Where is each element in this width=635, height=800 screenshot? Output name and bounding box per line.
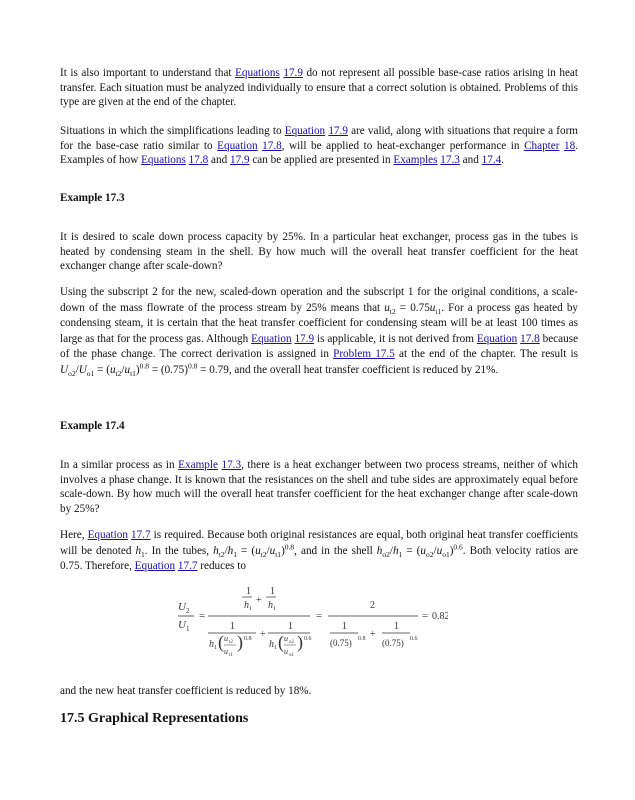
link-equation[interactable]: Equation — [251, 332, 292, 345]
link-17-9[interactable]: 17.9 — [294, 332, 315, 345]
link-equation[interactable]: Equation — [476, 332, 518, 345]
example-17-3-problem: It is desired to scale down process capacity by 25%. In a particular heat exchanger, process gas in the tubes is heated by condensing steam in the shell. By how much will the overall heat transfer coefficient for the heat exchanger change after scale-down? — [60, 231, 578, 273]
svg-text:t2: t2 — [229, 640, 233, 645]
svg-text:(0.75): (0.75) — [330, 638, 352, 648]
eq-result: 0.82 — [432, 611, 448, 622]
example-17-3-heading: Example 17.3 — [60, 192, 125, 204]
link-equation[interactable]: Equation — [217, 139, 258, 152]
paragraph-situations: Situations in which the simplifications leading to Equation 17.9 are valid, along with situations that require a form for the base-case ratio similar to Equation 17.8, will be applied to heat-exchanger performance in Chapter 18. Examples of how Equations 17.8 and 17.9 can be applied are presented in Examples 17.3 and 17.4. — [60, 125, 579, 167]
link-examples[interactable]: Examples — [393, 154, 438, 167]
svg-text:o2: o2 — [289, 640, 294, 645]
svg-text:+: + — [260, 629, 266, 640]
svg-text:u: u — [224, 634, 228, 643]
svg-text:(: ( — [218, 632, 224, 652]
link-17-9[interactable]: 17.9 — [229, 154, 250, 167]
link-equations[interactable]: Equations — [141, 154, 186, 167]
svg-text:=: = — [199, 610, 206, 622]
svg-text:u: u — [284, 634, 288, 643]
paragraph-intro: It is also important to understand that Equations 17.9 do not represent all possible base-case ratios arising in heat transfer. Each situation must be analyzed individually to ensure that a correct solution is obtained. Problems of this type are given at the end of the chapter. — [60, 67, 579, 109]
link-17-3[interactable]: 17.3 — [440, 154, 460, 167]
link-equations[interactable]: Equations — [235, 67, 280, 79]
svg-text:): ) — [237, 632, 243, 652]
example-17-4-problem: In a similar process as in Example 17.3, there is a heat exchanger between two process streams, neither of which involves a phase change. It is known that the resistances on the shell and tube sides are approximately equal before scale-down. By how much will the overall heat transfer coefficient for the heat exchanger change after scale-down by 25%? — [60, 459, 579, 515]
svg-text:u: u — [284, 647, 288, 656]
link-17-8[interactable]: 17.8 — [520, 332, 540, 345]
example-17-3-solution: Using the subscript 2 for the new, scaled-down operation and the subscript 1 for the original conditions, a scale-down of the mass flowrate of the process stream by 25% means that $u_{t2} = 0.75u_{t1}$. For a process gas heated by condensing steam, it is certain that the heat transfer coefficient for condensing steam will be at least 100 times as large as that for the process gas. Although Equation 17.9 is applicable, it is not derived from Equation 17.8 because of the phase change. The correct derivation is assigned in Problem 17.5 at the end of the chapter. The result is $U_{o2}/U_{o1} = (u_{t2}/u_{t1})^{0.8} = (0.75)^{0.8} = 0.79$, and the overall heat transfer coefficient is reduced by 21%. — [60, 286, 579, 379]
svg-text:1: 1 — [214, 645, 217, 651]
link-17-7[interactable]: 17.7 — [177, 560, 198, 573]
svg-text:1: 1 — [246, 586, 251, 597]
svg-text:t1: t1 — [229, 653, 233, 658]
svg-text:(: ( — [278, 632, 284, 652]
link-17-3[interactable]: 17.3 — [221, 459, 242, 471]
link-17-8[interactable]: 17.8 — [188, 154, 209, 167]
link-problem-17-5[interactable]: Problem 17.5 — [333, 348, 395, 361]
svg-text:+: + — [256, 595, 262, 606]
svg-text:1: 1 — [186, 625, 190, 633]
svg-text:0.6: 0.6 — [410, 636, 418, 642]
section-17-5-heading: 17.5 Graphical Representations — [60, 711, 249, 726]
svg-text:0.8: 0.8 — [358, 636, 366, 642]
svg-text:h: h — [269, 639, 274, 650]
svg-text:+: + — [370, 629, 376, 640]
link-equation[interactable]: Equation — [134, 560, 176, 573]
example-17-4-solution: Here, Equation 17.7 is required. Because both original resistances are equal, both original heat transfer coefficients will be denoted $h_1$. In the tubes, $h_{t2}/h_1 = (u_{t2}/u_{t1})^{0.8}$, and in the shell $h_{o2}/h_1 = (u_{o2}/u_{o1})^{0.6}$. Both velocity ratios are 0.75. Therefore, Equation 17.7 reduces to — [60, 529, 578, 573]
svg-text:1: 1 — [274, 645, 277, 651]
svg-text:1: 1 — [342, 621, 347, 632]
equation-block — [178, 584, 448, 660]
svg-text:u: u — [224, 647, 228, 656]
link-equation[interactable]: Equation — [284, 125, 326, 137]
svg-text:2: 2 — [370, 600, 375, 611]
link-17-7[interactable]: 17.7 — [131, 529, 151, 541]
svg-text:h: h — [209, 639, 214, 650]
svg-text:(0.75): (0.75) — [382, 638, 404, 648]
svg-text:1: 1 — [273, 606, 276, 612]
link-example[interactable]: Example — [178, 459, 218, 471]
link-17-4[interactable]: 17.4 — [481, 154, 502, 167]
svg-text:1: 1 — [230, 621, 235, 632]
svg-text:0.8: 0.8 — [244, 636, 252, 642]
eq-lhs-num: U — [178, 601, 186, 613]
svg-text:=: = — [422, 610, 429, 622]
svg-text:2: 2 — [186, 607, 190, 615]
svg-text:1: 1 — [288, 621, 293, 632]
link-17-9[interactable]: 17.9 — [328, 125, 348, 137]
link-chapter[interactable]: Chapter — [524, 139, 560, 152]
svg-text:h: h — [268, 600, 273, 611]
svg-text:1: 1 — [394, 621, 399, 632]
link-17-8[interactable]: 17.8 — [262, 139, 282, 152]
link-18[interactable]: 18 — [564, 139, 576, 152]
link-equation[interactable]: Equation — [87, 529, 128, 541]
example-17-4-conclusion: and the new heat transfer coefficient is reduced by 18%. — [60, 685, 312, 697]
svg-text:o1: o1 — [289, 653, 294, 658]
link-17-9[interactable]: 17.9 — [283, 67, 303, 79]
svg-text:1: 1 — [270, 586, 275, 597]
svg-text:h: h — [244, 600, 249, 611]
svg-text:=: = — [316, 610, 323, 622]
example-17-4-heading: Example 17.4 — [60, 420, 125, 432]
svg-text:1: 1 — [249, 606, 252, 612]
eq-lhs-den: U — [178, 619, 186, 631]
svg-text:0.6: 0.6 — [304, 636, 312, 642]
svg-text:): ) — [297, 632, 303, 652]
